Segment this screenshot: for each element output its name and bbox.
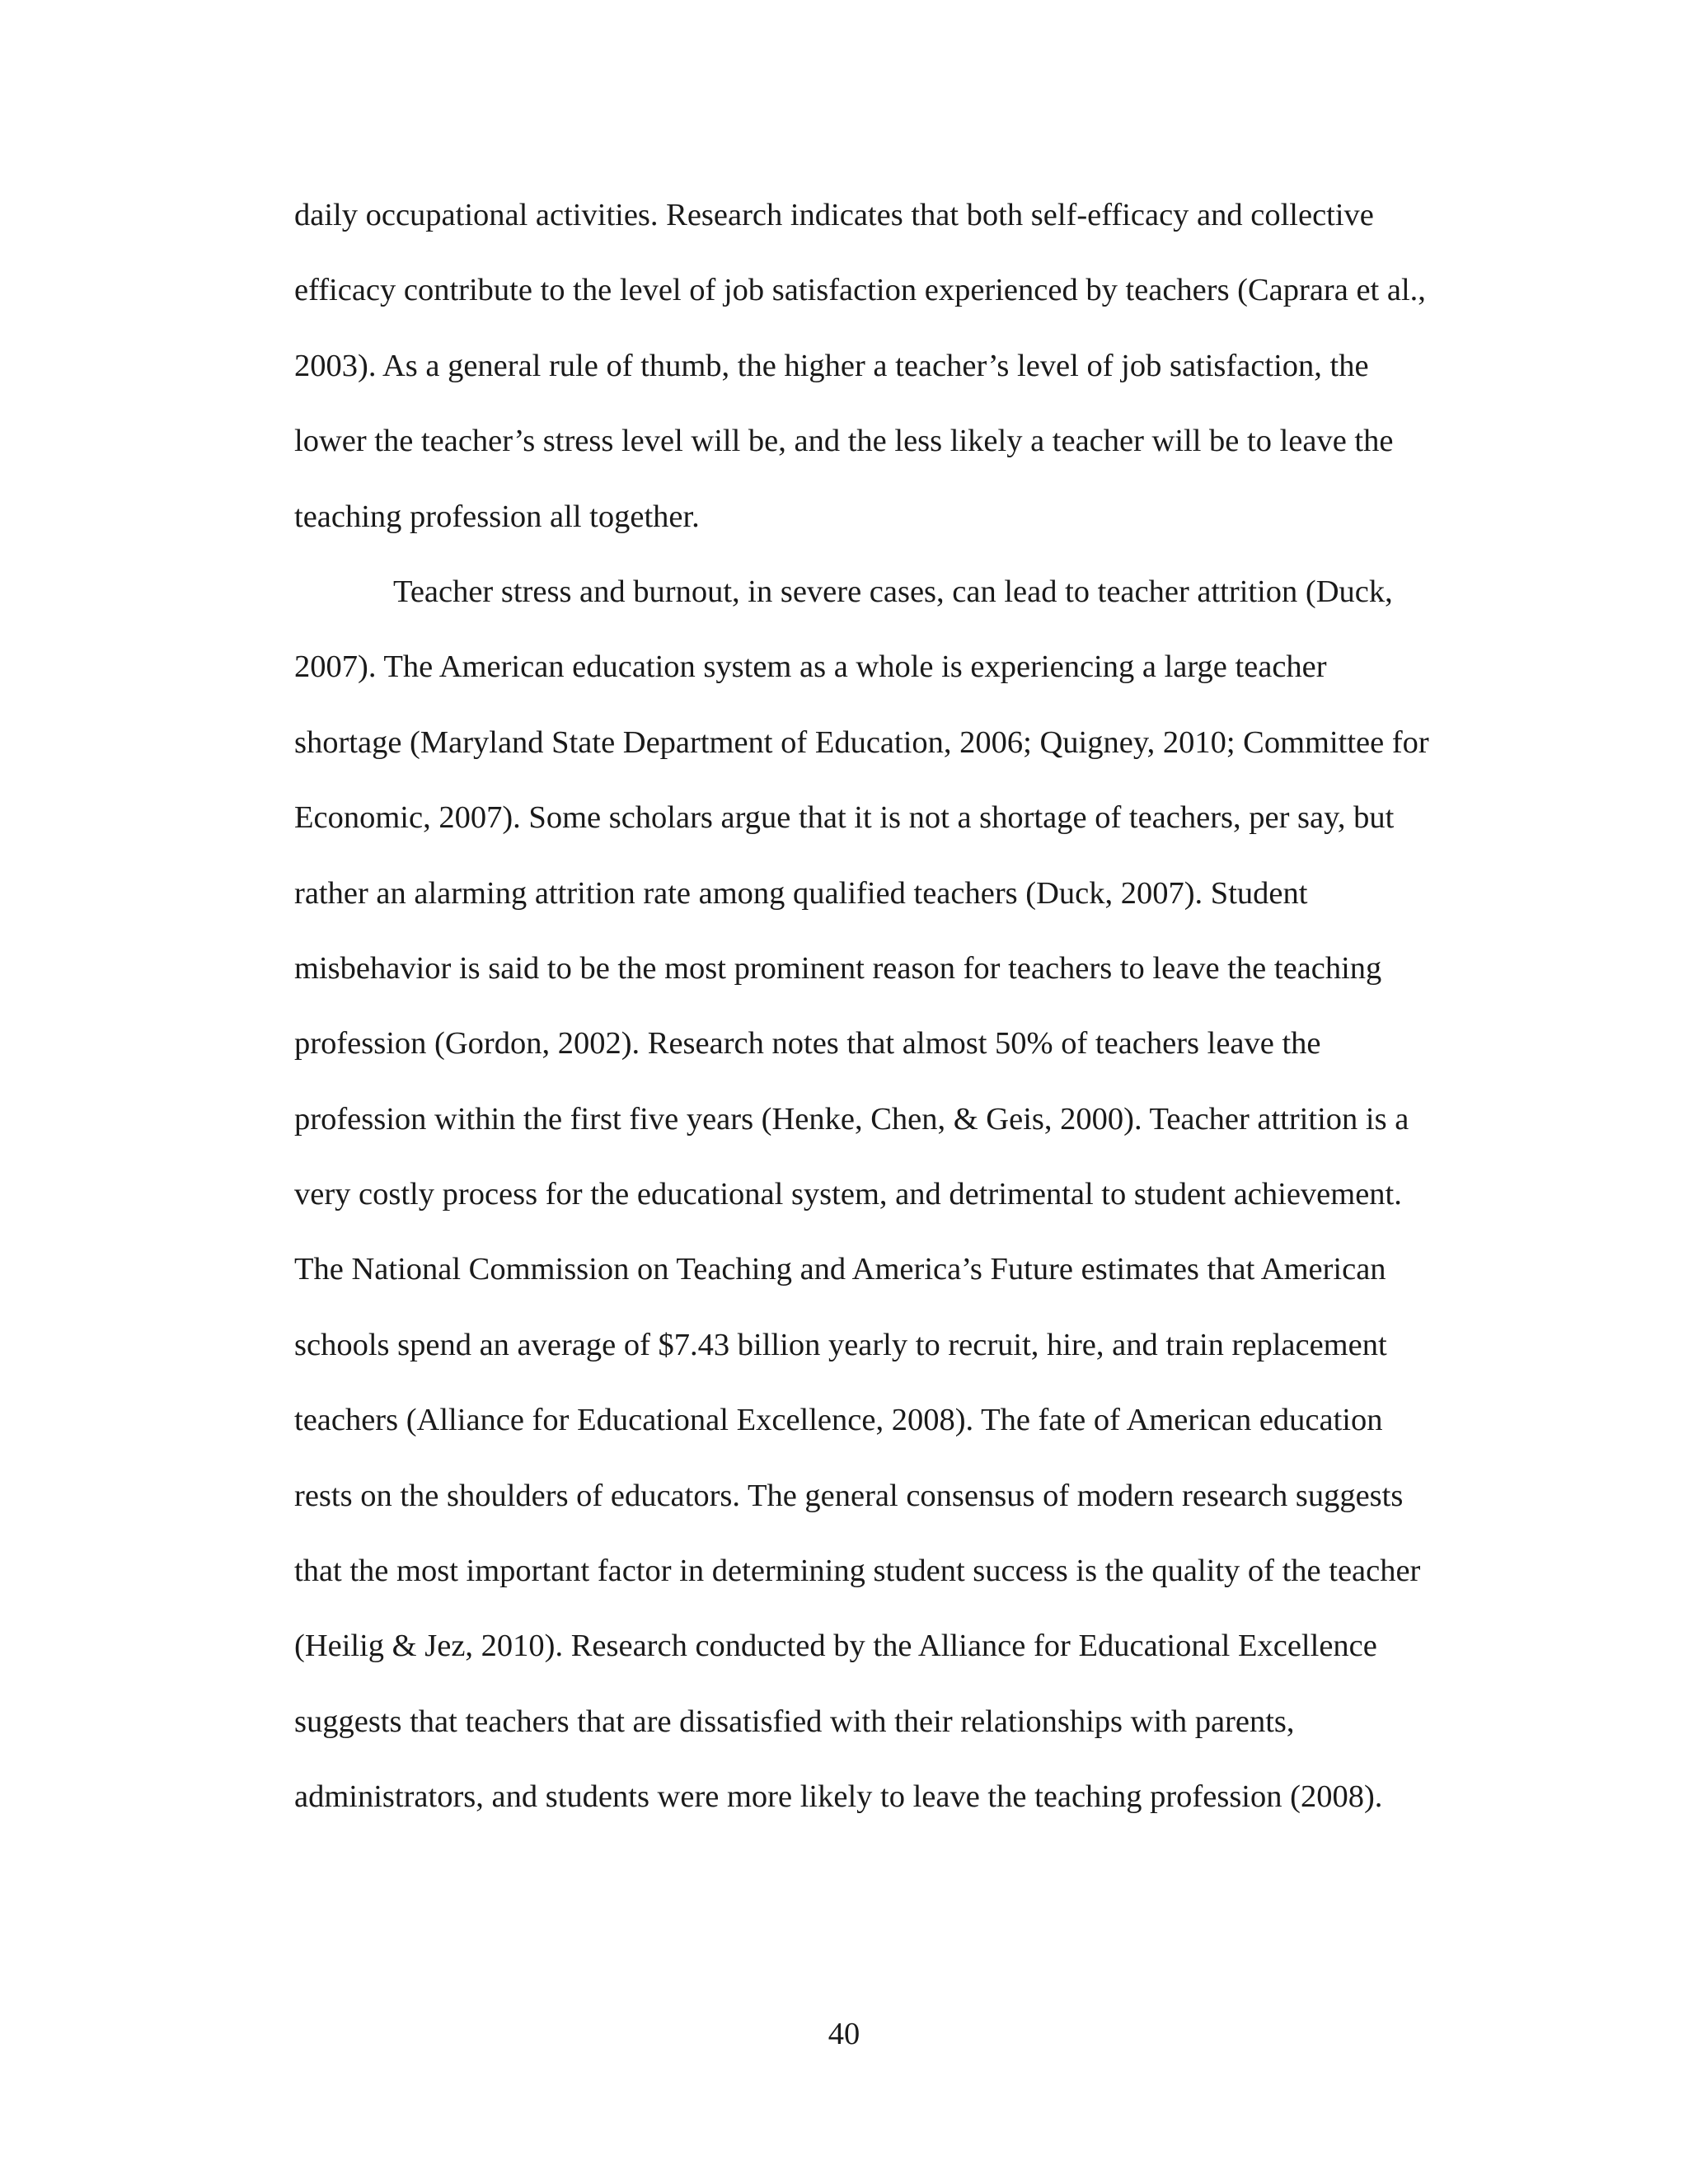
text-line: Teacher stress and burnout, in severe cases, can lead to teacher attrition (Duck, <box>393 574 1393 609</box>
text-line: teaching profession all together. <box>294 499 700 534</box>
text-line: shortage (Maryland State Department of Education, 2006; Quigney, 2010; Committee for <box>294 724 1429 760</box>
text-line: administrators, and students were more likely to leave the teaching profession (2008). <box>294 1779 1383 1815</box>
text-line: very costly process for the educational system, and detrimental to student achievement. <box>294 1177 1402 1212</box>
paragraph <box>294 188 1481 565</box>
text-line: teachers (Alliance for Educational Excellence, 2008). The fate of American education <box>294 1403 1383 1438</box>
text-line: suggests that teachers that are dissatisfied with their relationships with parents, <box>294 1704 1295 1739</box>
text-line: The National Commission on Teaching and America’s Future estimates that American <box>294 1252 1386 1287</box>
body-text <box>294 188 1481 1845</box>
text-line: 2003). As a general rule of thumb, the higher a teacher’s level of job satisfaction, the <box>294 348 1369 383</box>
text-line: that the most important factor in determining student success is the quality of the teacher <box>294 1554 1421 1589</box>
text-line: Economic, 2007). Some scholars argue that it is not a shortage of teachers, per say, but <box>294 800 1395 836</box>
text-line: profession within the first five years (Henke, Chen, & Geis, 2000). Teacher attrition is a <box>294 1101 1409 1137</box>
text-line: rather an alarming attrition rate among qualified teachers (Duck, 2007). Student <box>294 875 1308 911</box>
text-line: daily occupational activities. Research indicates that both self-efficacy and collective <box>294 198 1374 232</box>
text-line: lower the teacher’s stress level will be, and the less likely a teacher will be to leave the <box>294 424 1394 459</box>
text-line: 2007). The American education system as a whole is experiencing a large teacher <box>294 649 1327 685</box>
text-line: schools spend an average of $7.43 billion yearly to recruit, hire, and train replacement <box>294 1327 1387 1362</box>
page-number: 40 <box>828 2017 860 2051</box>
text-line: misbehavior is said to be the most prominent reason for teachers to leave the teaching <box>294 950 1382 986</box>
text-line: profession (Gordon, 2002). Research notes that almost 50% of teachers leave the <box>294 1026 1321 1062</box>
paragraph <box>294 565 1481 1845</box>
text-line: efficacy contribute to the level of job satisfaction experienced by teachers (Caprara et al., <box>294 273 1426 308</box>
text-line: (Heilig & Jez, 2010). Research conducted by the Alliance for Educational Excellence <box>294 1629 1377 1664</box>
text-line: rests on the shoulders of educators. The general consensus of modern research suggests <box>294 1478 1404 1513</box>
